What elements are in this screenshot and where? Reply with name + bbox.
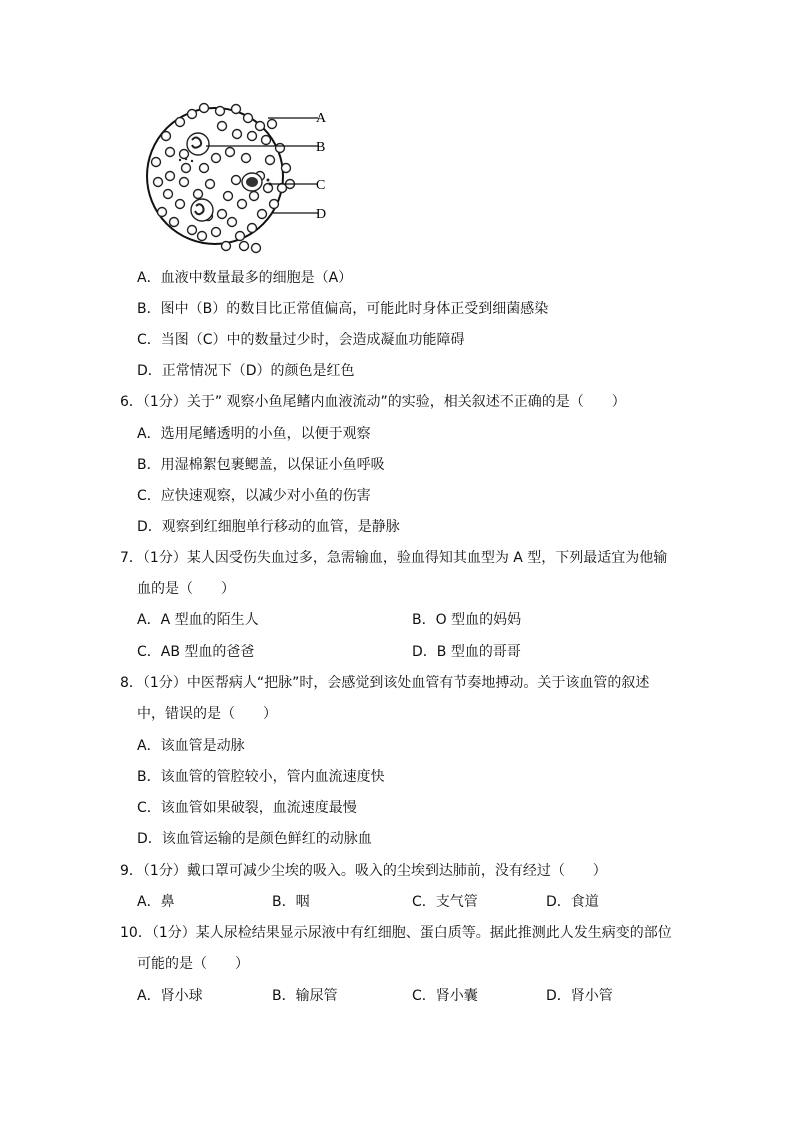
q10-stem-line2: 可能的是（ ） <box>137 956 249 972</box>
blood-cell-figure <box>140 96 340 264</box>
q8-stem-line1: 8．（1分）中医帮病人“把脉”时，会感觉到该处血管有节奏地搏动。关于该血管的叙述 <box>120 675 650 691</box>
q8-option-a: A．该血管是动脉 <box>137 738 245 754</box>
q9-option-b: B．咽 <box>272 894 310 910</box>
q9-option-a: A．鼻 <box>137 894 175 910</box>
q7-option-c: C．AB 型血的爸爸 <box>137 644 255 660</box>
q6-option-b: B．用湿棉絮包裹鳃盖，以保证小鱼呼吸 <box>137 457 385 473</box>
label-b: B <box>316 140 326 155</box>
white-blood-cell-bottom <box>191 199 213 221</box>
q8-option-c: C．该血管如果破裂，血流速度最慢 <box>137 800 357 816</box>
q7-option-d: D．B 型血的哥哥 <box>412 644 521 660</box>
white-blood-cell-top <box>187 133 209 155</box>
q10-option-c: C．肾小囊 <box>412 988 478 1004</box>
q10-option-a: A．肾小球 <box>137 988 203 1004</box>
label-d: D <box>316 207 327 222</box>
label-c: C <box>316 178 326 193</box>
q8-option-b: B．该血管的管腔较小，管内血流速度快 <box>137 769 385 785</box>
q6-option-a: A．选用尾鳍透明的小鱼，以便于观察 <box>137 426 371 442</box>
label-a: A <box>316 111 327 126</box>
q6-stem: 6．（1分）关于” 观察小鱼尾鳍内血液流动”的实验，相关叙述不正确的是（ ） <box>120 394 626 410</box>
q7-option-b: B．O 型血的妈妈 <box>412 612 522 628</box>
white-blood-cell-dark <box>242 173 262 191</box>
q6-option-d: D．观察到红细胞单行移动的血管，是静脉 <box>137 519 400 535</box>
q10-option-b: B．输尿管 <box>272 988 338 1004</box>
q8-stem-line2: 中，错误的是（ ） <box>137 706 277 722</box>
q7-stem-line2: 血的是（ ） <box>137 581 235 597</box>
q10-stem-line1: 10．（1分）某人尿检结果显示尿液中有红细胞、蛋白质等。据此推测此人发生病变的部位 <box>120 925 672 941</box>
q5-option-b: B．图中（B）的数目比正常值偏高，可能此时身体正受到细菌感染 <box>137 301 549 317</box>
q7-stem-line1: 7．（1分）某人因受伤失血过多，急需输血，验血得知其血型为 A 型，下列最适宜为他输 <box>120 550 668 566</box>
q9-option-d: D．食道 <box>546 894 599 910</box>
q10-option-d: D．肾小管 <box>546 988 613 1004</box>
label-lines <box>206 118 318 213</box>
q5-option-c: C．当图（C）中的数量过少时，会造成凝血功能障碍 <box>137 332 465 348</box>
q7-option-a: A．A 型血的陌生人 <box>137 612 259 628</box>
q5-option-d: D．正常情况下（D）的颜色是红色 <box>137 363 355 379</box>
q9-option-c: C．支气管 <box>412 894 478 910</box>
q8-option-d: D．该血管运输的是颜色鲜红的动脉血 <box>137 831 372 847</box>
blood-smear-diagram <box>140 96 340 264</box>
q5-option-a: A．血液中数量最多的细胞是（A） <box>137 270 353 286</box>
q6-option-c: C．应快速观察，以减少对小鱼的伤害 <box>137 488 371 504</box>
q9-stem: 9．（1分）戴口罩可减少尘埃的吸入。吸入的尘埃到达肺前，没有经过（ ） <box>120 863 607 879</box>
